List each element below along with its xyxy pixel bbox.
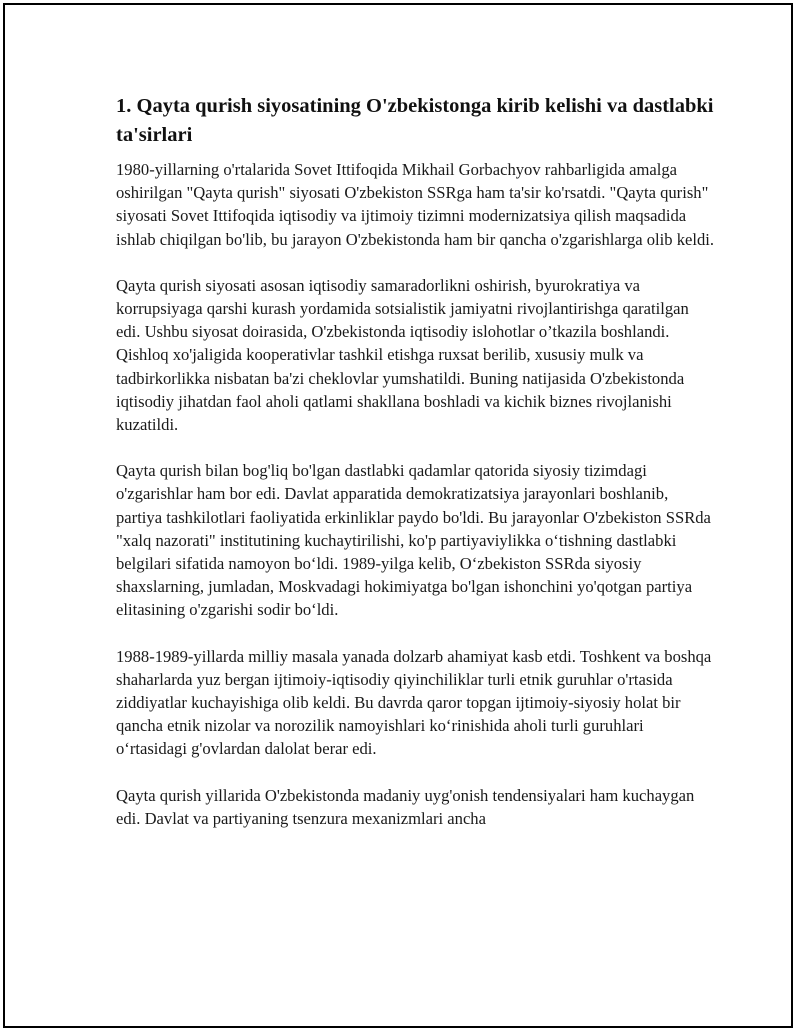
paragraph-5: Qayta qurish yillarida O'zbekistonda madaniy uyg'onish tendensiyalari ham kuchaygan edi. Davlat va partiyaning tsenzura mexanizmlari ancha [116,785,695,828]
document-body [116,92,716,853]
paragraph-3: Qayta qurish bilan bog'liq bo'lgan dastlabki qadamlar qatorida siyosiy tizimdagi o'zgarishlar ham bor edi. Davlat apparatida demokratizatsiya jarayonlari boshlanib, partiya tashkilotlari faoliyatida erkinliklar paydo bo'ldi. Bu jarayonlar O'zbekiston SSRda "xalq nazorati" institutining kuchaytirilishi, ko'p partiyaviylikka o‘tishning dastlabki belgilari sifatida namoyon bo‘ldi. 1989-yilga kelib, O‘zbekiston SSRda siyosiy shaxslarning, jumladan, Moskvadagi hokimiyatga bo'lgan ishonchini yo'qotgan partiya elitasining o'zgarishi sodir bo‘ldi. [116,461,711,620]
paragraph-1: 1980-yillarning o'rtalarida Sovet Ittifoqida Mikhail Gorbachyov rahbarligida amalga oshirilgan "Qayta qurish" siyosati O'zbekiston SSRga ham ta'sir ko'rsatdi. "Qayta qurish" siyosati Sovet Ittifoqida iqtisodiy va ijtimoiy tizimni modernizatsiya qilish maqsadida ishlab chiqilgan bo'lib, bu jarayon O'zbekistonda ham bir qancha o'zgarishlarga olib keldi. [116,160,715,249]
section-title: 1. Qayta qurish siyosatining O'zbekistonga kirib kelishi va dastlabki ta'sirlari [116,95,714,146]
paragraph-4: 1988-1989-yillarda milliy masala yanada dolzarb ahamiyat kasb etdi. Toshkent va boshqa shaharlarda yuz bergan ijtimoiy-iqtisodiy qiyinchiliklar turli etnik guruhlar o'rtasida ziddiyatlar kuchayishiga olib keldi. Bu davrda qaror topgan ijtimoiy-siyosiy holat bir qancha etnik nizolar va norozilik namoyishlari ko‘rinishida aholi turli guruhlari o‘rtasidagi g'ovlardan dalolat berar edi. [116,646,712,759]
paragraph-2: Qayta qurish siyosati asosan iqtisodiy samaradorlikni oshirish, byurokratiya va korrupsiyaga qarshi kurash yordamida sotsialistik jamiyatni rivojlantirishga qaratilgan edi. Ushbu siyosat doirasida, O'zbekistonda iqtisodiy islohotlar o’tkazila boshlandi. Qishloq xo'jaligida kooperativlar tashkil etishga ruxsat berilib, xususiy mulk va tadbirkorlikka nisbatan ba'zi cheklovlar yumshatildi. Buning natijasida O'zbekistonda iqtisodiy jihatdan faol aholi qatlami shakllana boshladi va kichik biznes rivojlanishi kuzatildi. [116,275,689,435]
